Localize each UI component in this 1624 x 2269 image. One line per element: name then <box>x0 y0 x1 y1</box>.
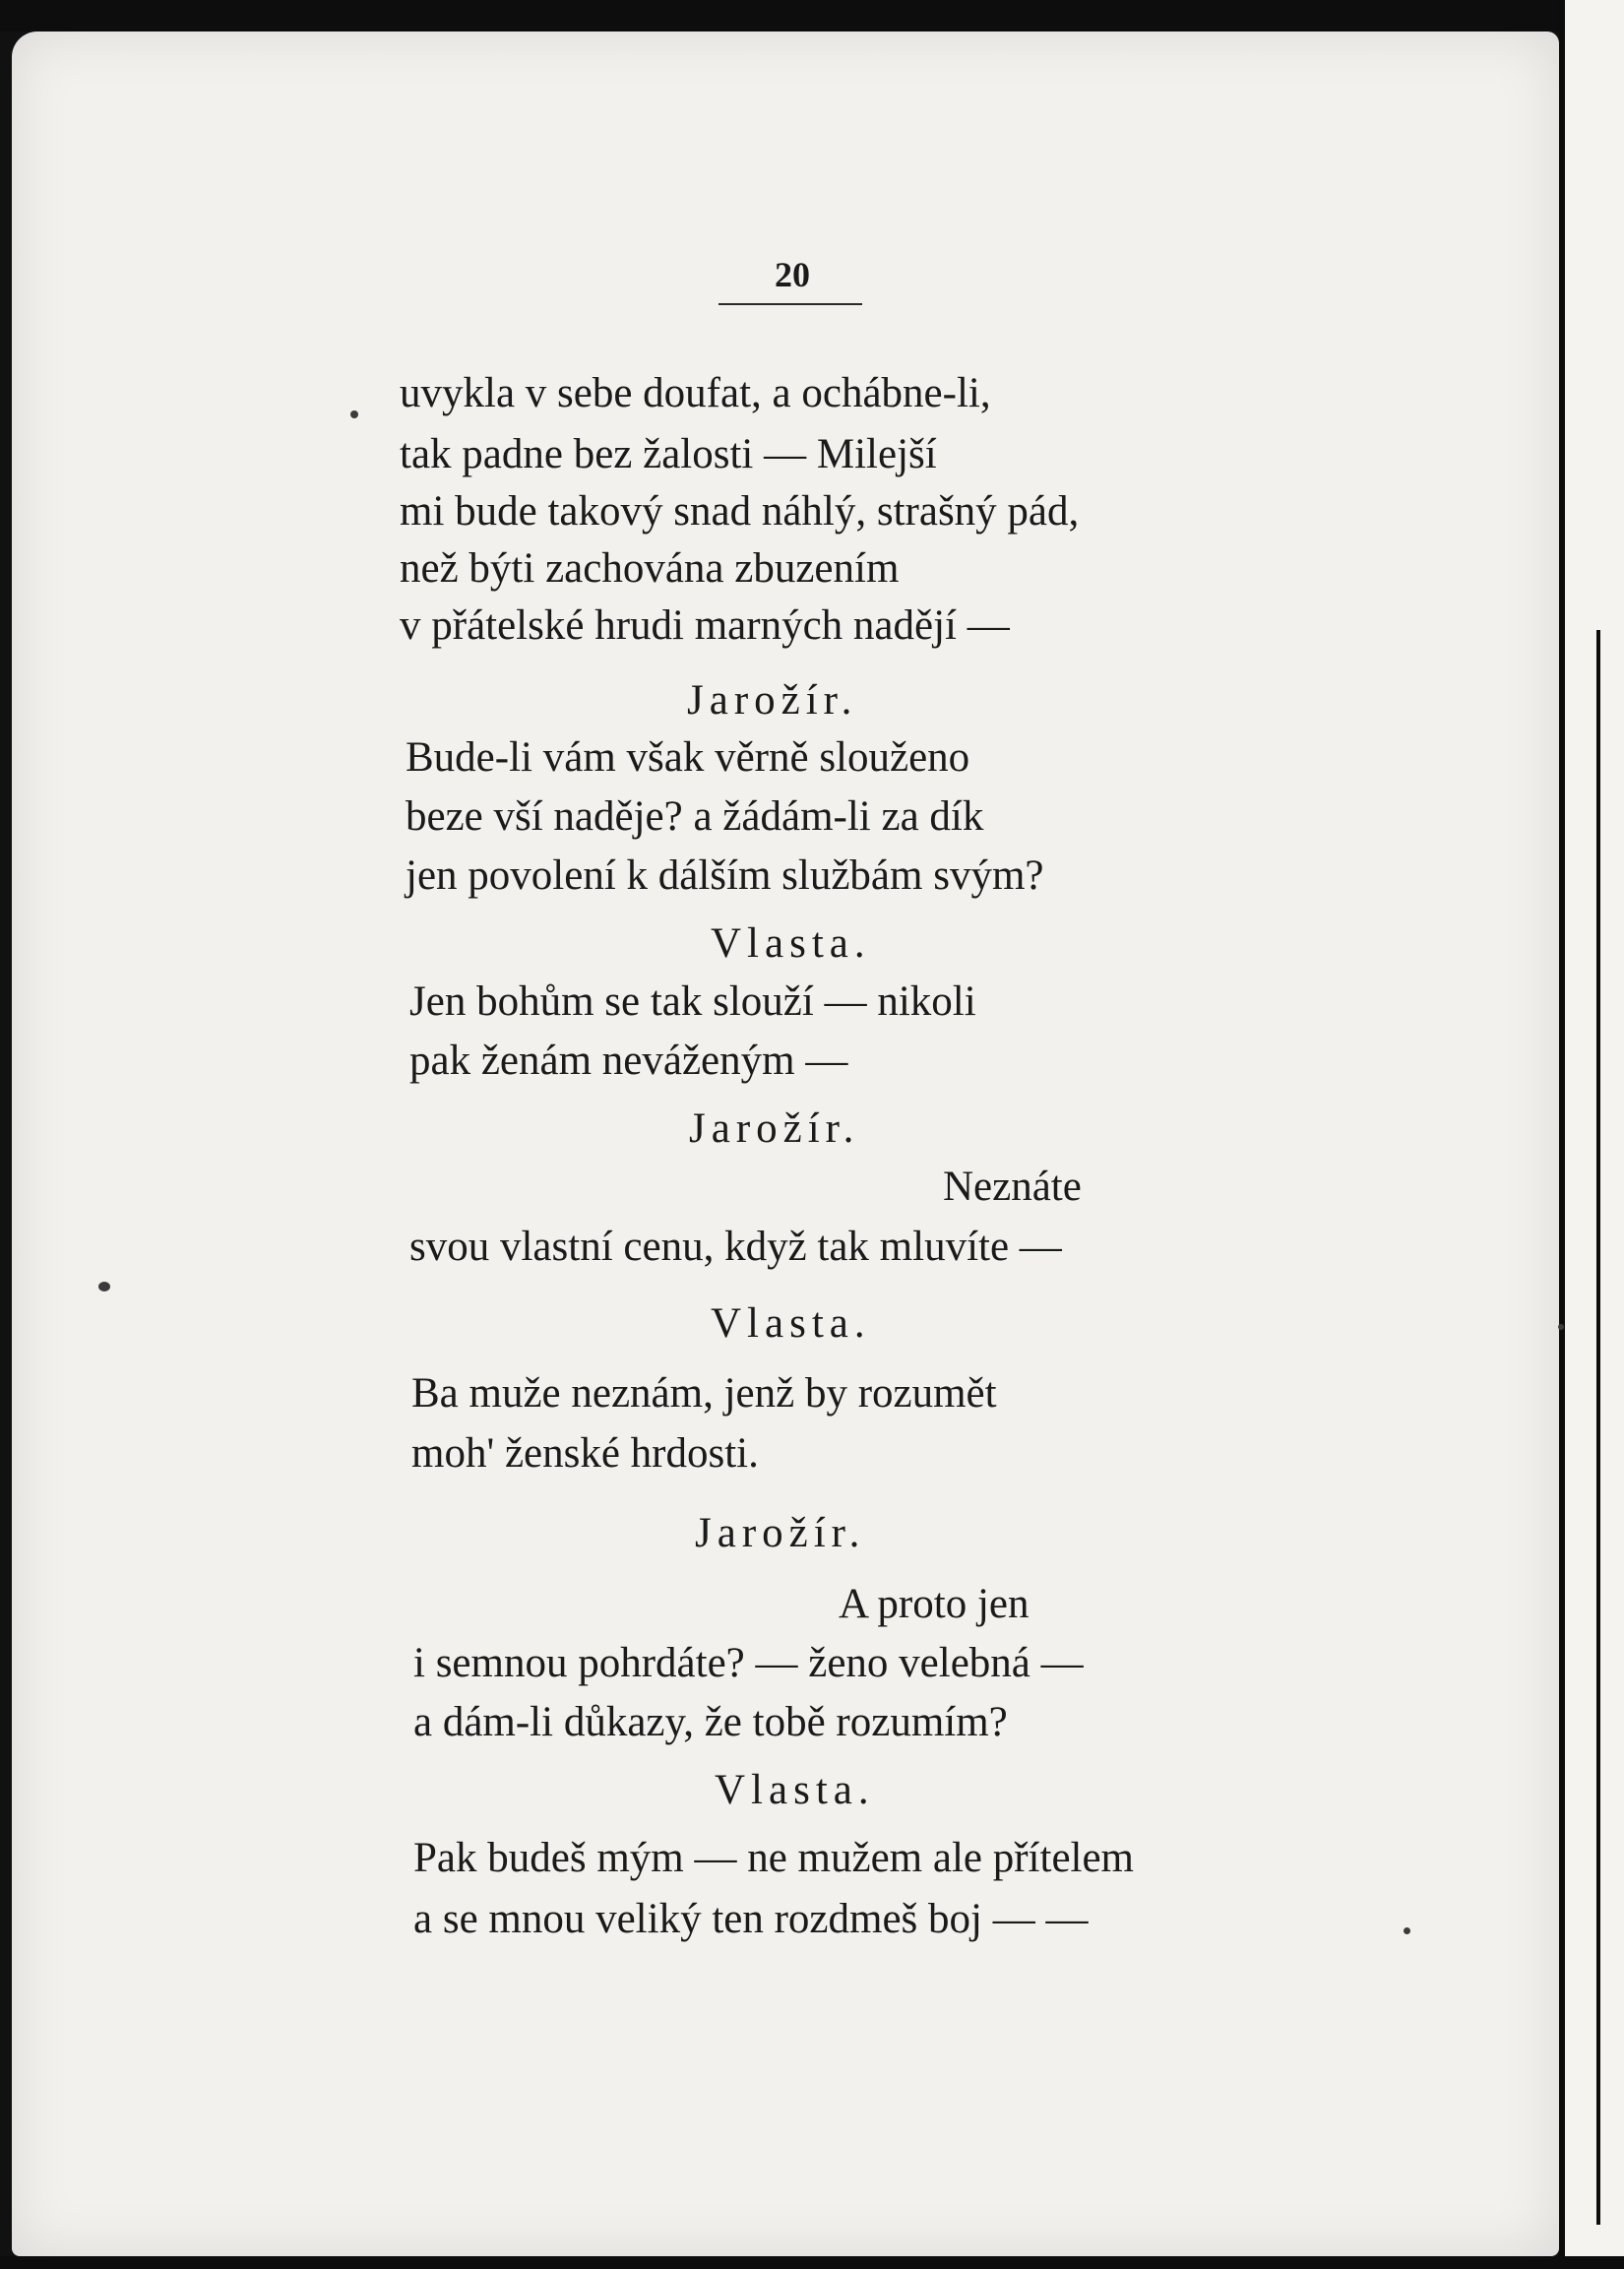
speaker-name: Jarožír. <box>689 1105 860 1152</box>
verse-line: Ba muže neznám, jenž by rozumět <box>411 1370 997 1417</box>
verse-line: i semnou pohrdáte? — ženo velebná — <box>413 1640 1084 1686</box>
verse-line: mi bude takový snad náhlý, strašný pád, <box>400 488 1080 535</box>
verse-line: Bude-li vám však věrně slouženo <box>406 734 970 781</box>
verse-line: A proto jen <box>839 1581 1030 1627</box>
verse-line: pak ženám neváženým — <box>409 1038 848 1084</box>
verse-line: beze vší naděje? a žádám-li za dík <box>406 793 984 840</box>
verse-line: než býti zachována zbuzením <box>400 545 900 592</box>
speaker-name: Vlasta. <box>711 1300 871 1347</box>
page-number-rule <box>718 303 862 305</box>
verse-line: moh' ženské hrdosti. <box>411 1430 759 1477</box>
binding-shadow <box>1596 630 1600 2225</box>
speaker-name: Vlasta. <box>711 920 871 967</box>
verse-line: a se mnou veliký ten rozdmeš boj — — <box>413 1896 1089 1942</box>
adjacent-page-edge <box>1559 0 1624 2269</box>
verse-line: Pak budeš mým — ne mužem ale přítelem <box>413 1835 1135 1881</box>
verse-line: svou vlastní cenu, když tak mluvíte — <box>409 1224 1062 1270</box>
speaker-name: Jarožír. <box>687 677 858 724</box>
verse-line: v přátelské hrudi marných nadějí — <box>400 602 1010 649</box>
verse-line: Jen bohům se tak slouží — nikoli <box>409 978 976 1025</box>
verse-line: jen povolení k dálším službám svým? <box>406 852 1044 899</box>
page-number: 20 <box>775 255 810 294</box>
verse-line: a dám-li důkazy, že tobě rozumím? <box>413 1699 1008 1745</box>
scan-bottom-border <box>0 2256 1624 2269</box>
speaker-name: Jarožír. <box>695 1510 866 1556</box>
verse-line: Neznáte <box>943 1164 1082 1210</box>
verse-line: tak padne bez žalosti — Milejší <box>400 431 937 477</box>
verse-line: uvykla v sebe doufat, a ochábne-li, <box>400 370 991 416</box>
speaker-name: Vlasta. <box>715 1767 875 1813</box>
